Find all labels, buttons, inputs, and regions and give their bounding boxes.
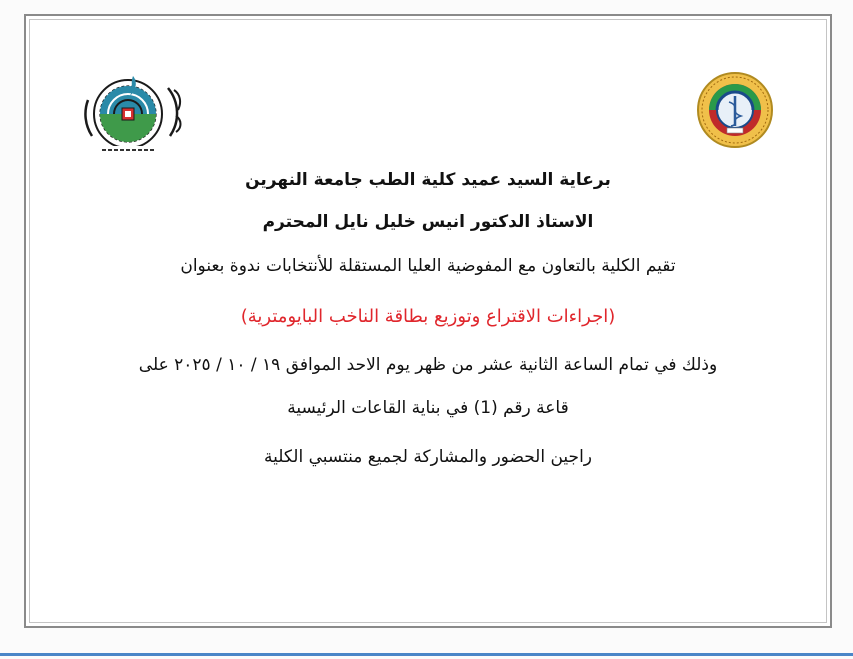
date-time-line: وذلك في تمام الساعة الثانية عشر من ظهر يوم الاحد الموافق ١٩ / ١٠ / ٢٠٢٥ على bbox=[138, 355, 718, 375]
venue-line: قاعة رقم (1) في بناية القاعات الرئيسية bbox=[287, 398, 569, 418]
announcement-line: تقيم الكلية بالتعاون مع المفوضية العليا المستقلة للأنتخابات ندوة بعنوان bbox=[180, 256, 676, 276]
bottom-accent-bar bbox=[0, 653, 853, 656]
invitation-line: راجين الحضور والمشاركة لجميع منتسبي الكلية bbox=[264, 447, 592, 467]
patronage-line: برعاية السيد عميد كلية الطب جامعة النهرين bbox=[245, 170, 611, 190]
college-of-medicine-seal bbox=[687, 70, 783, 150]
nahrain-university-logo bbox=[78, 70, 202, 158]
dean-name-line: الاستاذ الدكتور انيس خليل نايل المحترم bbox=[262, 212, 594, 232]
seminar-title: (اجراءات الاقتراع وتوزيع بطاقة الناخب البايومترية) bbox=[240, 306, 616, 327]
